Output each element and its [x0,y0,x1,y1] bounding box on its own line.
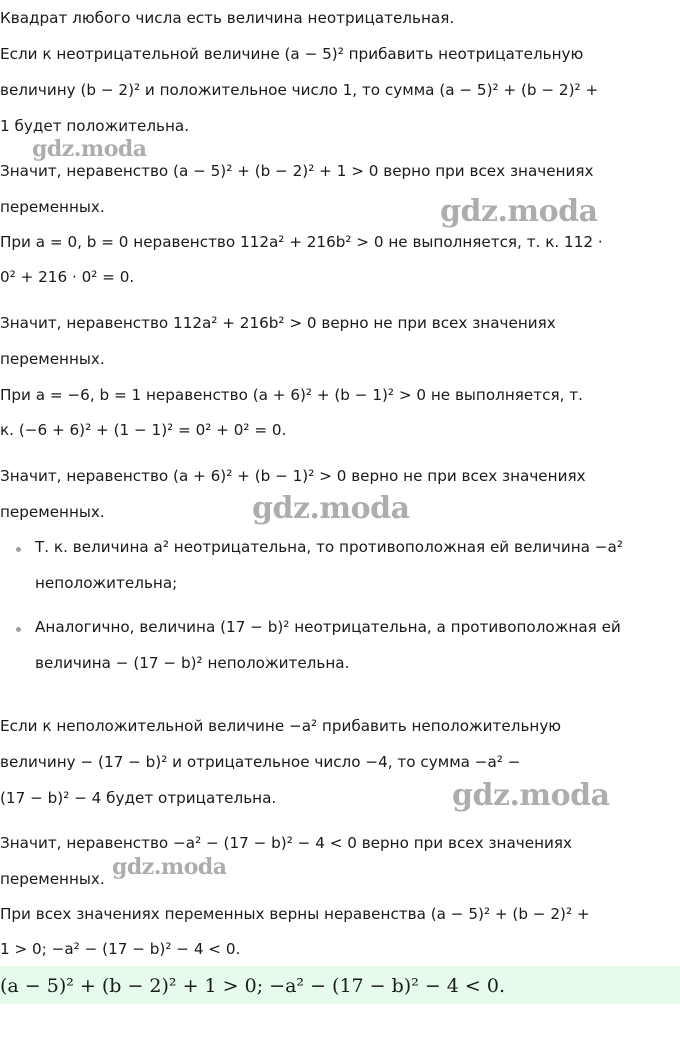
text-line: При a = 0, b = 0 неравенство 112a² + 216b² > 0 не выполняется, т. к. 112 · [0,233,603,251]
answer-line: (a − 5)² + (b − 2)² + 1 > 0; −a² − (17 − b)² − 4 < 0. [0,975,506,997]
text-line: Если к неположительной величине −a² прибавить неположительную [0,717,562,735]
text-line: При всех значениях переменных верны неравенства (a − 5)² + (b − 2)² + [0,905,590,923]
bullet-marker [16,547,21,552]
watermark: gdz.moda [32,136,147,162]
watermark: gdz.moda [112,854,227,880]
text-line: 1 будет положительна. [0,117,190,135]
bullet-line: неположительна; [35,574,178,592]
text-line: величину − (17 − b)² и отрицательное число −4, то сумма −a² − [0,753,521,771]
text-line: переменных. [0,198,105,216]
text-line: 1 > 0; −a² − (17 − b)² − 4 < 0. [0,940,241,958]
text-line: переменных. [0,503,105,521]
text-line: Квадрат любого числа есть величина неотрицательная. [0,9,455,27]
text-line: переменных. [0,870,105,888]
text-line: переменных. [0,350,105,368]
text-line: Значит, неравенство (a − 5)² + (b − 2)² + 1 > 0 верно при всех значениях [0,162,594,180]
text-line: Значит, неравенство (a + 6)² + (b − 1)² > 0 верно не при всех значениях [0,467,586,485]
text-line: Значит, неравенство −a² − (17 − b)² − 4 < 0 верно при всех значениях [0,834,573,852]
watermark: gdz.moda [452,778,610,813]
bullet-marker [16,627,21,632]
text-line: Значит, неравенство 112a² + 216b² > 0 верно не при всех значениях [0,314,556,332]
watermark: gdz.moda [252,491,410,526]
text-line: При a = −6, b = 1 неравенство (a + 6)² + (b − 1)² > 0 не выполняется, т. [0,386,583,404]
text-line: Если к неотрицательной величине (a − 5)² прибавить неотрицательную [0,45,584,63]
text-line: величину (b − 2)² и положительное число 1, то сумма (a − 5)² + (b − 2)² + [0,81,599,99]
text-line: к. (−6 + 6)² + (1 − 1)² = 0² + 0² = 0. [0,421,287,439]
text-line: (17 − b)² − 4 будет отрицательна. [0,789,277,807]
bullet-line: Аналогично, величина (17 − b)² неотрицательна, а противоположная ей [35,618,621,636]
bullet-line: величина − (17 − b)² неположительна. [35,654,350,672]
text-line: 0² + 216 · 0² = 0. [0,268,135,286]
watermark: gdz.moda [440,194,598,229]
bullet-line: Т. к. величина a² неотрицательна, то противоположная ей величина −a² [35,538,623,556]
